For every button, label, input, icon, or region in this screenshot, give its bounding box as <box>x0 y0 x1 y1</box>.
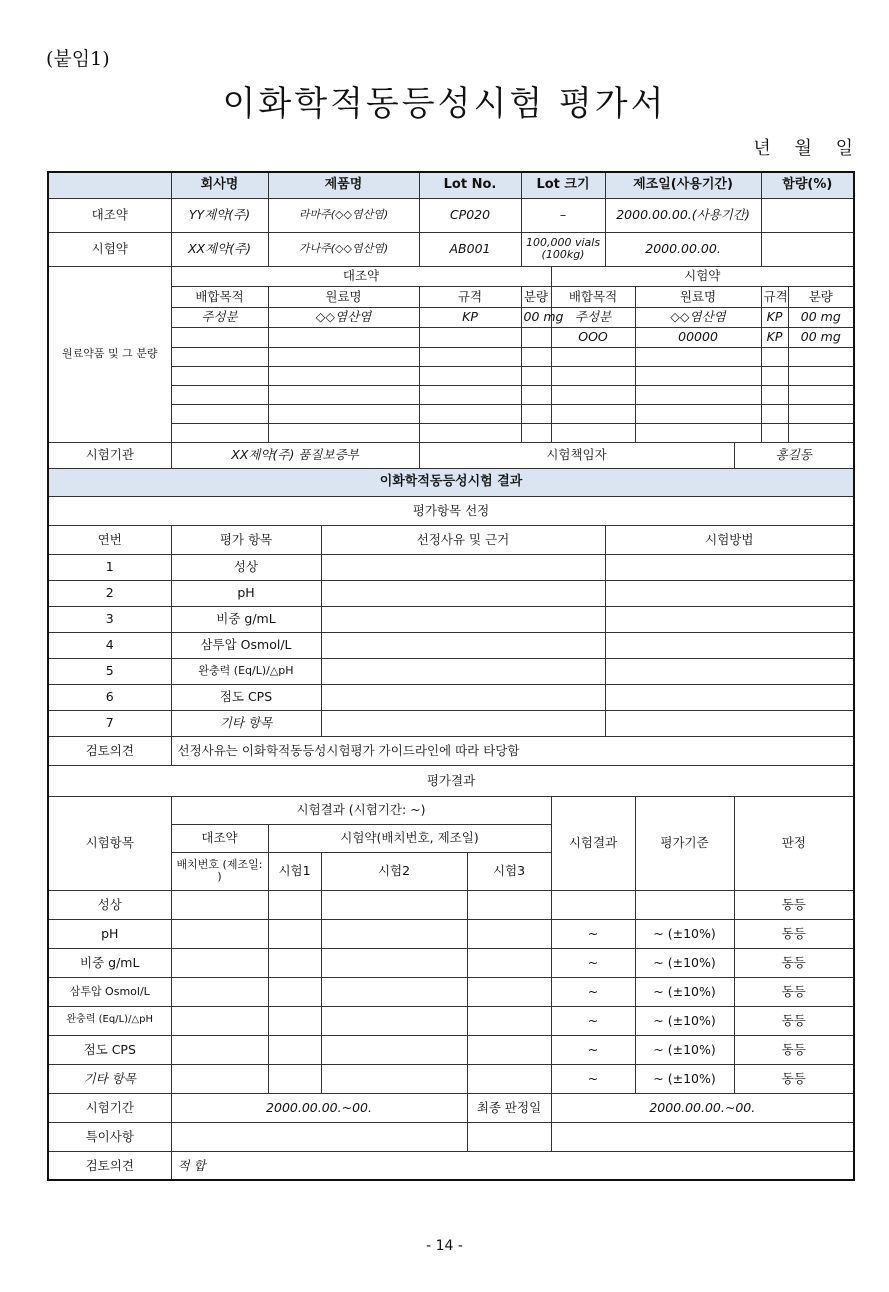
eval-result: ~ <box>551 1006 635 1035</box>
evaluation-header-row-1 <box>48 796 854 824</box>
ingredients-group-row <box>48 266 854 286</box>
test-purpose: 주성분 <box>551 307 635 327</box>
item-no: 2 <box>48 580 171 606</box>
eval-item: 기타 항목 <box>48 1064 171 1093</box>
review-label: 검토의견 <box>48 736 171 765</box>
mfg-date-cell: 2000.00.00.(사용기간) <box>605 198 761 232</box>
col-purpose: 배합목적 <box>171 286 268 307</box>
item-no: 4 <box>48 632 171 658</box>
content-cell <box>761 198 854 232</box>
lot-size-cell: 100,000 vials (100kg) <box>521 232 605 266</box>
item-name: 완충력 (Eq/L)/△pH <box>171 658 321 684</box>
info-row-test <box>48 232 854 266</box>
evaluation-row <box>48 919 854 948</box>
final-review-label: 검토의견 <box>48 1151 171 1180</box>
selection-row <box>48 554 854 580</box>
eval-item: 삼투압 Osmol/L <box>48 977 171 1006</box>
product-cell: 라마주(◇◇염산염) <box>268 198 419 232</box>
eval-item: 비중 g/mL <box>48 948 171 977</box>
manager-label: 시험책임자 <box>419 442 734 468</box>
eval-criteria: ~ (±10%) <box>635 977 734 1006</box>
eval-criteria: ~ (±10%) <box>635 919 734 948</box>
evaluation-row <box>48 890 854 919</box>
final-value: 2000.00.00.~00. <box>551 1093 854 1122</box>
trial-3-header: 시험3 <box>467 852 551 890</box>
eval-criteria: ~ (±10%) <box>635 1035 734 1064</box>
header-lot-size: Lot 크기 <box>521 172 605 198</box>
selection-row <box>48 580 854 606</box>
evaluation-row <box>48 1006 854 1035</box>
evaluation-band <box>48 765 854 796</box>
lot-cell: CP020 <box>419 198 521 232</box>
manager-name: 홍길동 <box>734 442 854 468</box>
company-cell: YY제약(주) <box>171 198 268 232</box>
selection-band-title: 평가항목 선정 <box>48 496 854 525</box>
item-name: 삼투압 Osmol/L <box>171 632 321 658</box>
mfg-date-cell: 2000.00.00. <box>605 232 761 266</box>
eval-judgement: 동등 <box>734 890 854 919</box>
results-band <box>48 468 854 496</box>
eval-period-header: 시험결과 (시험기간: ~) <box>171 796 551 824</box>
eval-judgement: 동등 <box>734 1064 854 1093</box>
ref-spec: KP <box>419 307 521 327</box>
eval-ref-header: 대조약 <box>171 824 268 852</box>
eval-judgement: 동등 <box>734 1006 854 1035</box>
eval-item: 성상 <box>48 890 171 919</box>
col-reason: 선정사유 및 근거 <box>321 525 605 554</box>
item-no: 5 <box>48 658 171 684</box>
eval-judgement: 동등 <box>734 977 854 1006</box>
evaluation-row <box>48 977 854 1006</box>
test-purpose: OOO <box>551 327 635 347</box>
info-header-row <box>48 172 854 198</box>
eval-criteria-header: 평가기준 <box>635 796 734 890</box>
eval-judgement: 동등 <box>734 1035 854 1064</box>
selection-row <box>48 658 854 684</box>
ref-amount <box>521 327 551 347</box>
eval-criteria: ~ (±10%) <box>635 1064 734 1093</box>
item-name: pH <box>171 580 321 606</box>
ingredients-label: 원료약품 및 그 분량 <box>48 266 171 442</box>
date-line: 년 월 일 <box>753 138 853 159</box>
eval-item: pH <box>48 919 171 948</box>
item-no: 6 <box>48 684 171 710</box>
attachment-label: (붙임1) <box>46 48 110 70</box>
test-material: ◇◇염산염 <box>635 307 761 327</box>
item-no: 3 <box>48 606 171 632</box>
period-label: 시험기간 <box>48 1093 171 1122</box>
institution-row <box>48 442 854 468</box>
ref-spec <box>419 327 521 347</box>
evaluation-row <box>48 1064 854 1093</box>
eval-judgement: 동등 <box>734 948 854 977</box>
ref-material <box>268 327 419 347</box>
evaluation-row <box>48 1035 854 1064</box>
row-label: 대조약 <box>48 198 171 232</box>
ingredients-ref-header: 대조약 <box>171 266 551 286</box>
ref-material: ◇◇염산염 <box>268 307 419 327</box>
eval-judgement-header: 판정 <box>734 796 854 890</box>
special-row <box>48 1122 854 1151</box>
col-amount: 분량 <box>788 286 854 307</box>
selection-header-row <box>48 525 854 554</box>
eval-result: ~ <box>551 1035 635 1064</box>
col-method: 시험방법 <box>605 525 854 554</box>
eval-result-header: 시험결과 <box>551 796 635 890</box>
eval-result <box>551 890 635 919</box>
eval-test-header: 시험약(배치번호, 제조일) <box>268 824 551 852</box>
col-material: 원료명 <box>635 286 761 307</box>
row-label: 시험약 <box>48 232 171 266</box>
selection-row <box>48 684 854 710</box>
info-row-reference <box>48 198 854 232</box>
period-value: 2000.00.00.~00. <box>171 1093 467 1122</box>
header-product: 제품명 <box>268 172 419 198</box>
test-spec: KP <box>761 307 788 327</box>
eval-result: ~ <box>551 948 635 977</box>
institution-value: XX제약(주) 품질보증부 <box>171 442 419 468</box>
page-number: - 14 - <box>426 1238 463 1254</box>
test-amount: 00 mg <box>788 307 854 327</box>
header-company: 회사명 <box>171 172 268 198</box>
eval-result: ~ <box>551 919 635 948</box>
content-cell <box>761 232 854 266</box>
eval-result: ~ <box>551 977 635 1006</box>
selection-row <box>48 606 854 632</box>
test-material: 00000 <box>635 327 761 347</box>
eval-judgement: 동등 <box>734 919 854 948</box>
col-material: 원료명 <box>268 286 419 307</box>
selection-band <box>48 496 854 525</box>
col-spec: 규격 <box>419 286 521 307</box>
document-title: 이화학적동등성시험 평가서 <box>222 84 667 124</box>
eval-item: 완충력 (Eq/L)/△pH <box>48 1006 171 1035</box>
lot-size-cell: – <box>521 198 605 232</box>
header-content: 함량(%) <box>761 172 854 198</box>
results-band-title: 이화학적동등성시험 결과 <box>48 468 854 496</box>
item-no: 1 <box>48 554 171 580</box>
ingredients-test-header: 시험약 <box>551 266 854 286</box>
special-label: 특이사항 <box>48 1122 171 1151</box>
col-no: 연번 <box>48 525 171 554</box>
selection-row <box>48 632 854 658</box>
item-no: 7 <box>48 710 171 736</box>
ref-amount: 00 mg <box>521 307 551 327</box>
test-spec: KP <box>761 327 788 347</box>
eval-item: 점도 CPS <box>48 1035 171 1064</box>
col-spec: 규격 <box>761 286 788 307</box>
institution-label: 시험기관 <box>48 442 171 468</box>
final-review-value: 적 합 <box>171 1151 854 1180</box>
ref-purpose <box>171 327 268 347</box>
eval-criteria <box>635 890 734 919</box>
product-cell: 가나주(◇◇염산염) <box>268 232 419 266</box>
eval-batch-header: 배치번호 (제조일: ) <box>171 852 268 890</box>
eval-result: ~ <box>551 1064 635 1093</box>
col-eval-item: 평가 항목 <box>171 525 321 554</box>
ref-purpose: 주성분 <box>171 307 268 327</box>
selection-review-row <box>48 736 854 765</box>
company-cell: XX제약(주) <box>171 232 268 266</box>
trial-2-header: 시험2 <box>321 852 467 890</box>
trial-1-header: 시험1 <box>268 852 321 890</box>
header-blank <box>48 172 171 198</box>
final-review-row <box>48 1151 854 1180</box>
col-amount: 분량 <box>521 286 551 307</box>
evaluation-band-title: 평가결과 <box>48 765 854 796</box>
header-mfg-date: 제조일(사용기간) <box>605 172 761 198</box>
item-name: 비중 g/mL <box>171 606 321 632</box>
col-purpose: 배합목적 <box>551 286 635 307</box>
eval-criteria: ~ (±10%) <box>635 1006 734 1035</box>
item-name: 성상 <box>171 554 321 580</box>
eval-criteria: ~ (±10%) <box>635 948 734 977</box>
header-lot-no: Lot No. <box>419 172 521 198</box>
item-name: 점도 CPS <box>171 684 321 710</box>
final-label: 최종 판정일 <box>467 1093 551 1122</box>
evaluation-form-table <box>47 171 855 1181</box>
selection-row <box>48 710 854 736</box>
period-row <box>48 1093 854 1122</box>
lot-cell: AB001 <box>419 232 521 266</box>
test-amount: 00 mg <box>788 327 854 347</box>
review-text: 선정사유는 이화학적동등성시험평가 가이드라인에 따라 타당함 <box>171 736 854 765</box>
evaluation-row <box>48 948 854 977</box>
item-name: 기타 항목 <box>171 710 321 736</box>
eval-item-header: 시험항목 <box>48 796 171 890</box>
